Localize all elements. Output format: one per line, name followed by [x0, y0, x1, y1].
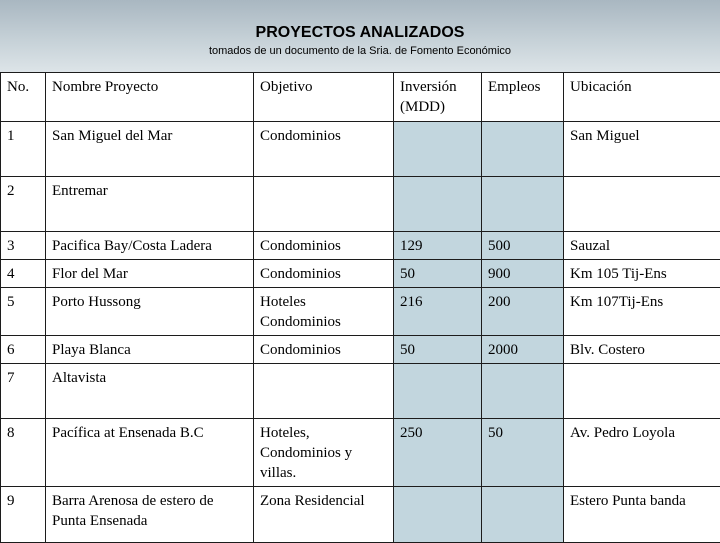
- cell-ubicacion: Km 107Tij-Ens: [564, 288, 720, 336]
- table-row: [1, 122, 720, 177]
- cell-inversion: 129: [394, 232, 482, 260]
- table-row: [1, 419, 720, 487]
- cell-ubicacion: [564, 364, 720, 419]
- cell-inversion: [394, 122, 482, 177]
- cell-inversion: 250: [394, 419, 482, 487]
- column-header-ubicacion: Ubicación: [564, 73, 720, 122]
- column-header-empleos: Empleos: [482, 73, 564, 122]
- cell-nombre: Pacífica at Ensenada B.C: [46, 419, 254, 487]
- cell-nombre: Altavista: [46, 364, 254, 419]
- cell-empleos: 2000: [482, 336, 564, 364]
- column-header-inversion: Inversión (MDD): [394, 73, 482, 122]
- cell-empleos: [482, 364, 564, 419]
- cell-nombre: San Miguel del Mar: [46, 122, 254, 177]
- cell-ubicacion: [564, 177, 720, 232]
- cell-objetivo: Condominios: [254, 122, 394, 177]
- slide-header: [0, 0, 720, 72]
- cell-objetivo: Condominios: [254, 232, 394, 260]
- cell-ubicacion: Estero Punta banda: [564, 487, 720, 543]
- cell-empleos: [482, 122, 564, 177]
- cell-objetivo: [254, 177, 394, 232]
- cell-objetivo: [254, 364, 394, 419]
- cell-inversion: [394, 487, 482, 543]
- column-header-objetivo: Objetivo: [254, 73, 394, 122]
- page-title: PROYECTOS ANALIZADOS: [0, 24, 720, 42]
- cell-ubicacion: Sauzal: [564, 232, 720, 260]
- cell-nombre: Pacifica Bay/Costa Ladera: [46, 232, 254, 260]
- cell-ubicacion: Blv. Costero: [564, 336, 720, 364]
- cell-inversion: 50: [394, 336, 482, 364]
- cell-empleos: 500: [482, 232, 564, 260]
- table-row: [1, 336, 720, 364]
- cell-objetivo: Hoteles Condominios: [254, 288, 394, 336]
- cell-empleos: 200: [482, 288, 564, 336]
- cell-nombre: Flor del Mar: [46, 260, 254, 288]
- cell-no: 9: [1, 487, 46, 543]
- cell-nombre: Porto Hussong: [46, 288, 254, 336]
- cell-no: 1: [1, 122, 46, 177]
- cell-objetivo: Condominios: [254, 260, 394, 288]
- cell-nombre: Playa Blanca: [46, 336, 254, 364]
- cell-empleos: [482, 487, 564, 543]
- table-row: [1, 260, 720, 288]
- cell-no: 7: [1, 364, 46, 419]
- cell-inversion: [394, 364, 482, 419]
- cell-empleos: 50: [482, 419, 564, 487]
- column-header-nombre: Nombre Proyecto: [46, 73, 254, 122]
- cell-objetivo: Zona Residencial: [254, 487, 394, 543]
- table-row: [1, 288, 720, 336]
- table-row: [1, 177, 720, 232]
- column-header-no: No.: [1, 73, 46, 122]
- table-row: [1, 487, 720, 543]
- table-header-row: [1, 73, 720, 122]
- cell-ubicacion: San Miguel: [564, 122, 720, 177]
- projects-table: [0, 72, 720, 543]
- cell-no: 4: [1, 260, 46, 288]
- cell-no: 3: [1, 232, 46, 260]
- cell-empleos: 900: [482, 260, 564, 288]
- table-row: [1, 232, 720, 260]
- cell-no: 5: [1, 288, 46, 336]
- cell-nombre: Barra Arenosa de estero de Punta Ensenada: [46, 487, 254, 543]
- cell-empleos: [482, 177, 564, 232]
- cell-no: 2: [1, 177, 46, 232]
- cell-inversion: [394, 177, 482, 232]
- page-subtitle: tomados de un documento de la Sria. de Fomento Económico: [0, 45, 720, 57]
- cell-objetivo: Hoteles, Condominios y villas.: [254, 419, 394, 487]
- cell-ubicacion: Km 105 Tij-Ens: [564, 260, 720, 288]
- cell-nombre: Entremar: [46, 177, 254, 232]
- cell-inversion: 216: [394, 288, 482, 336]
- cell-objetivo: Condominios: [254, 336, 394, 364]
- cell-inversion: 50: [394, 260, 482, 288]
- cell-no: 8: [1, 419, 46, 487]
- table-row: [1, 364, 720, 419]
- cell-no: 6: [1, 336, 46, 364]
- cell-ubicacion: Av. Pedro Loyola: [564, 419, 720, 487]
